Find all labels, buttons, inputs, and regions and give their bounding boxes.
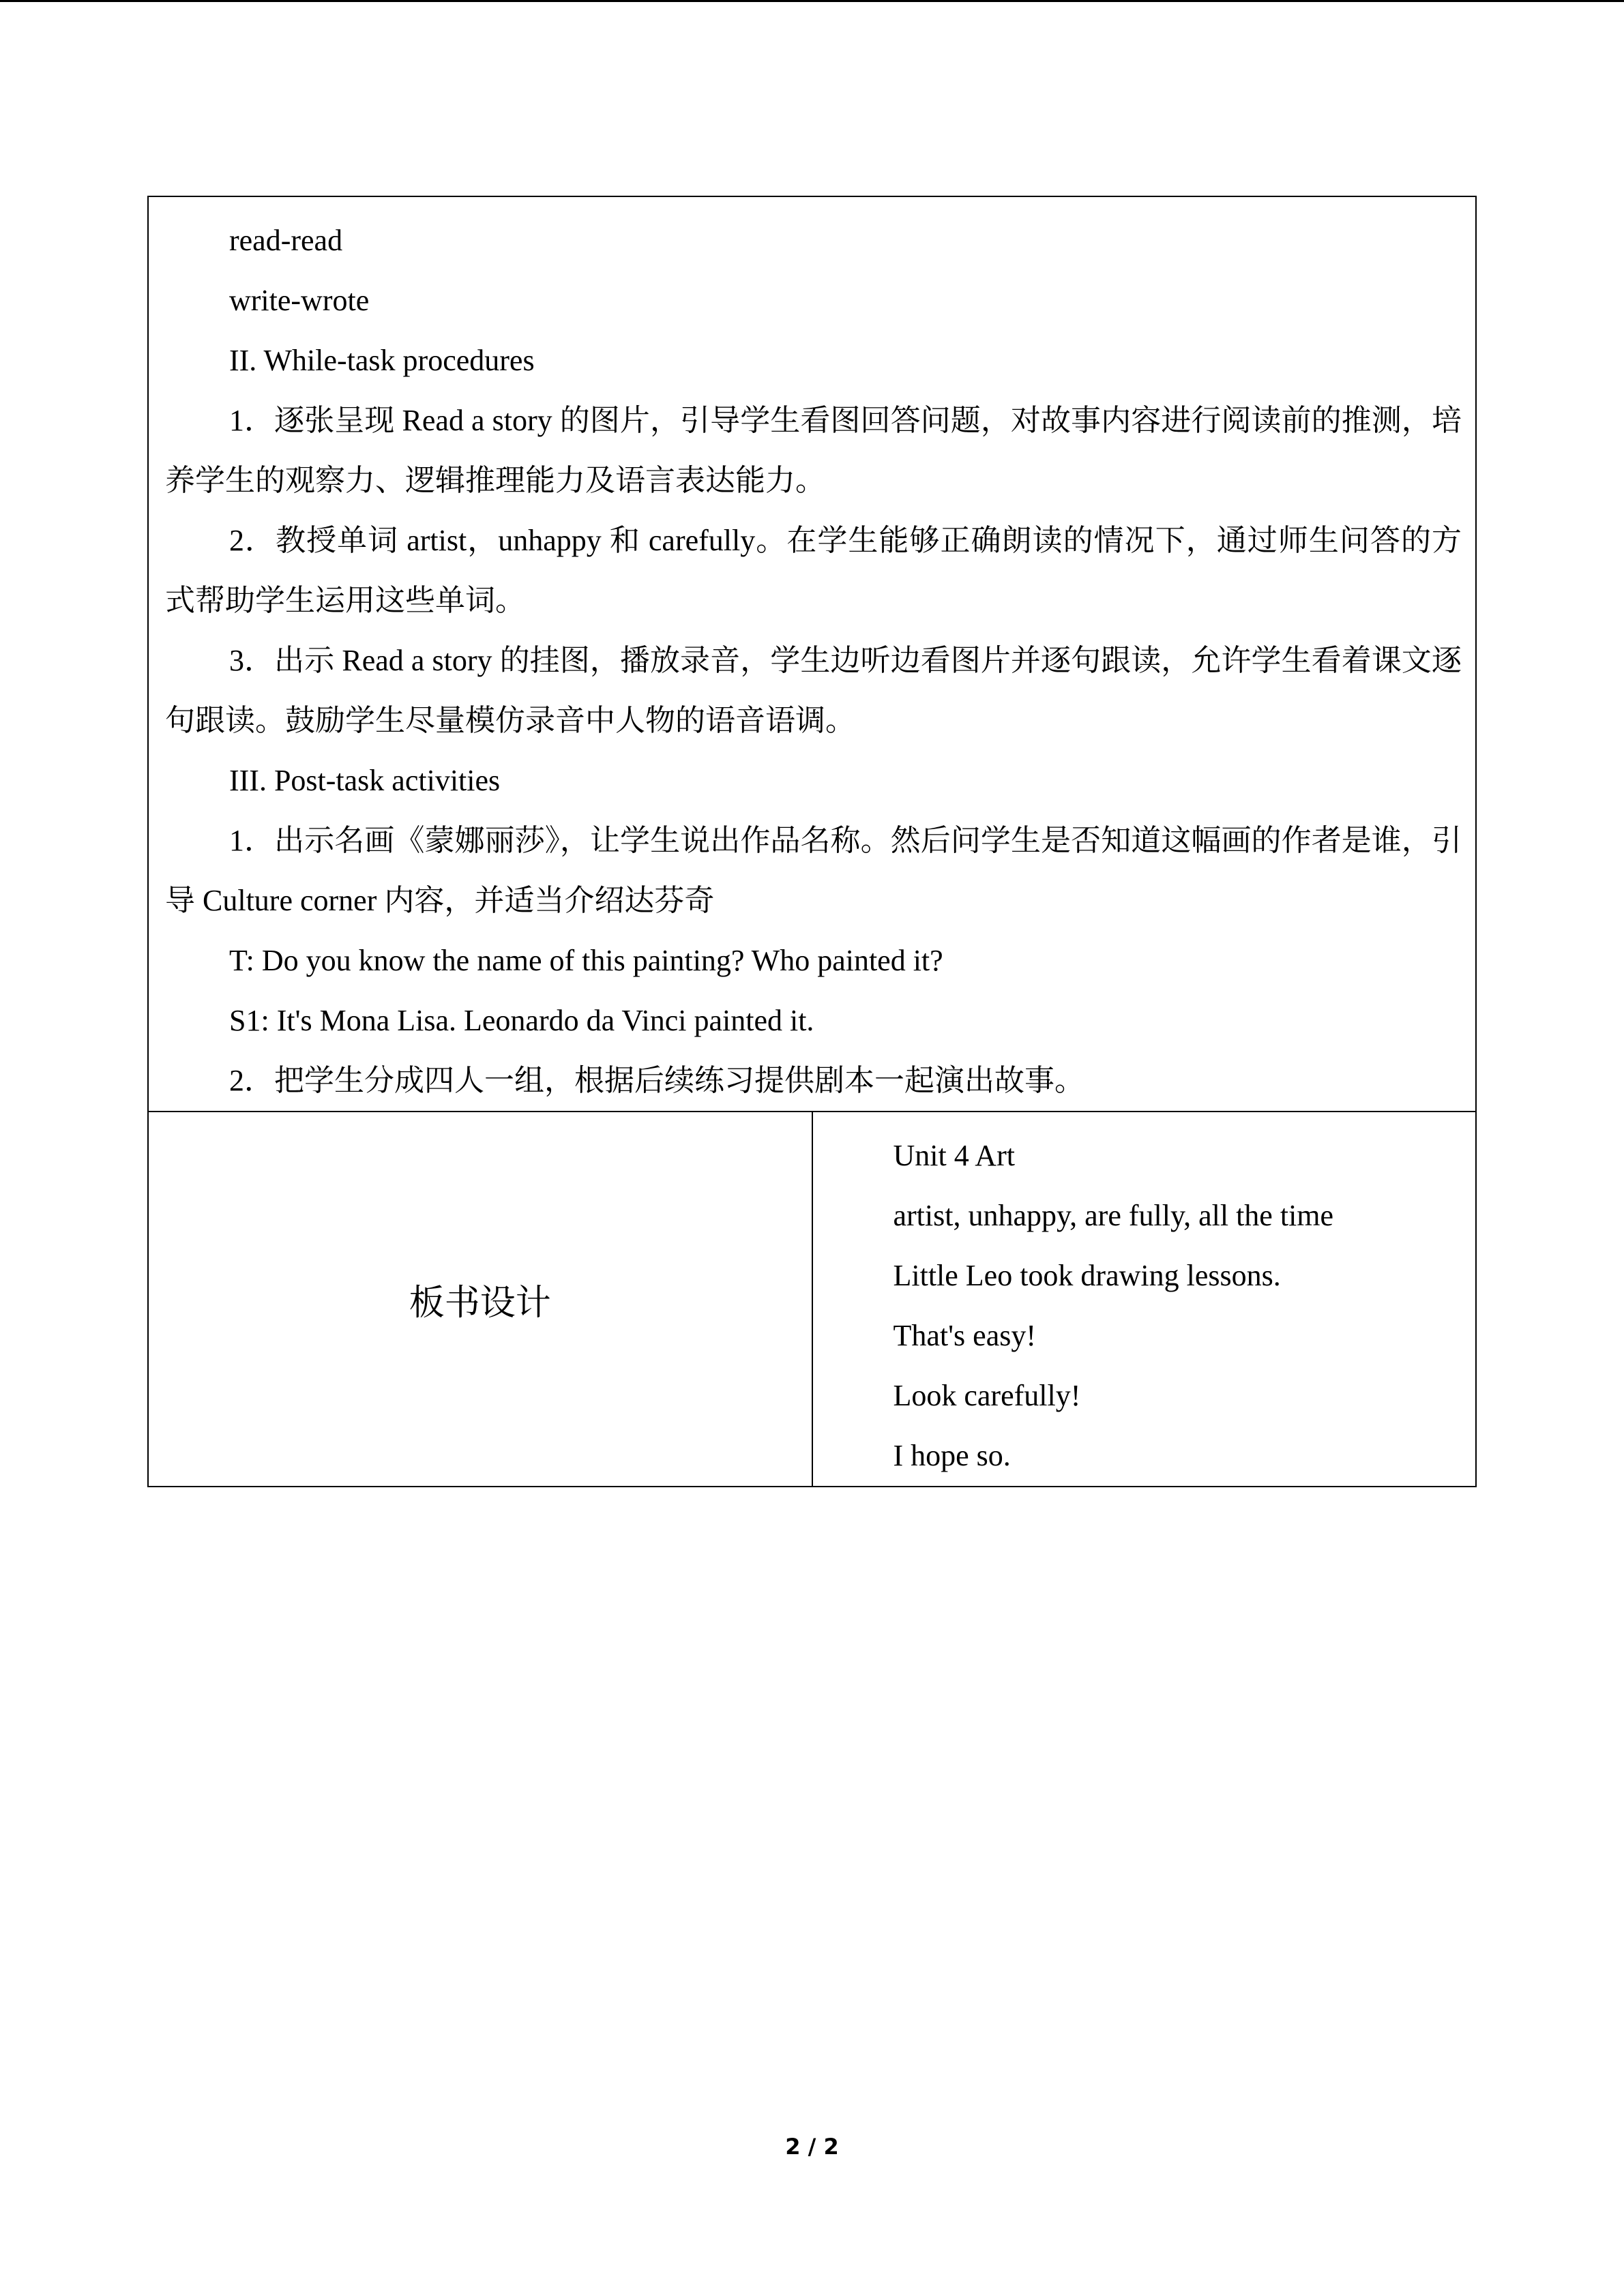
procedures-row [148, 196, 1476, 1112]
board-line-vocabulary: artist, unhappy, are fully, all the time [893, 1199, 1334, 1232]
while-task-step-2: 2．教授单词 artist，unhappy 和 carefully。在学生能够正确朗读的情况下，通过师生问答的方式帮助学生运用这些单词。 [165, 524, 1462, 617]
board-line-sentence-2: That's easy! [893, 1319, 1037, 1352]
board-line-unit-title: Unit 4 Art [893, 1139, 1015, 1172]
while-task-step-3: 3．出示 Read a story 的挂图，播放录音，学生边听边看图片并逐句跟读，允许学生看着课文逐句跟读。鼓励学生尽量模仿录音中人物的语音语调。 [165, 644, 1462, 737]
section-heading-post-task: III. Post-task activities [229, 764, 501, 797]
post-task-step-1: 1．出示名画《蒙娜丽莎》，让学生说出作品名称。然后问学生是否知道这幅画的作者是谁，引导 Culture corner 内容，并适当介绍达芬奇 [165, 824, 1462, 917]
post-task-step-2: 2．把学生分成四人一组，根据后续练习提供剧本一起演出故事。 [229, 1064, 1084, 1097]
lesson-plan-table [147, 196, 1477, 1487]
procedures-cell [148, 196, 1476, 1112]
board-design-content [812, 1112, 1477, 1487]
vocab-line-write: write-wrote [229, 284, 370, 317]
while-task-step-1: 1．逐张呈现 Read a story 的图片，引导学生看图回答问题，对故事内容进行阅读前的推测，培养学生的观察力、逻辑推理能力及语言表达能力。 [165, 404, 1462, 497]
vocab-line-read: read-read [229, 224, 343, 257]
board-line-sentence-1: Little Leo took drawing lessons. [893, 1259, 1281, 1292]
page-number: 2 / 2 [785, 2134, 839, 2160]
board-design-label: 板书设计 [148, 1112, 812, 1487]
dialogue-teacher-line: T: Do you know the name of this painting? Who painted it? [229, 944, 943, 977]
board-line-sentence-3: Look carefully! [893, 1379, 1081, 1412]
board-design-row [148, 1112, 1476, 1487]
top-border-line [0, 0, 1624, 2]
section-heading-while-task: II. While-task procedures [229, 344, 535, 377]
board-line-sentence-4: I hope so. [893, 1439, 1011, 1472]
dialogue-student-line: S1: It's Mona Lisa. Leonardo da Vinci painted it. [229, 1004, 814, 1037]
